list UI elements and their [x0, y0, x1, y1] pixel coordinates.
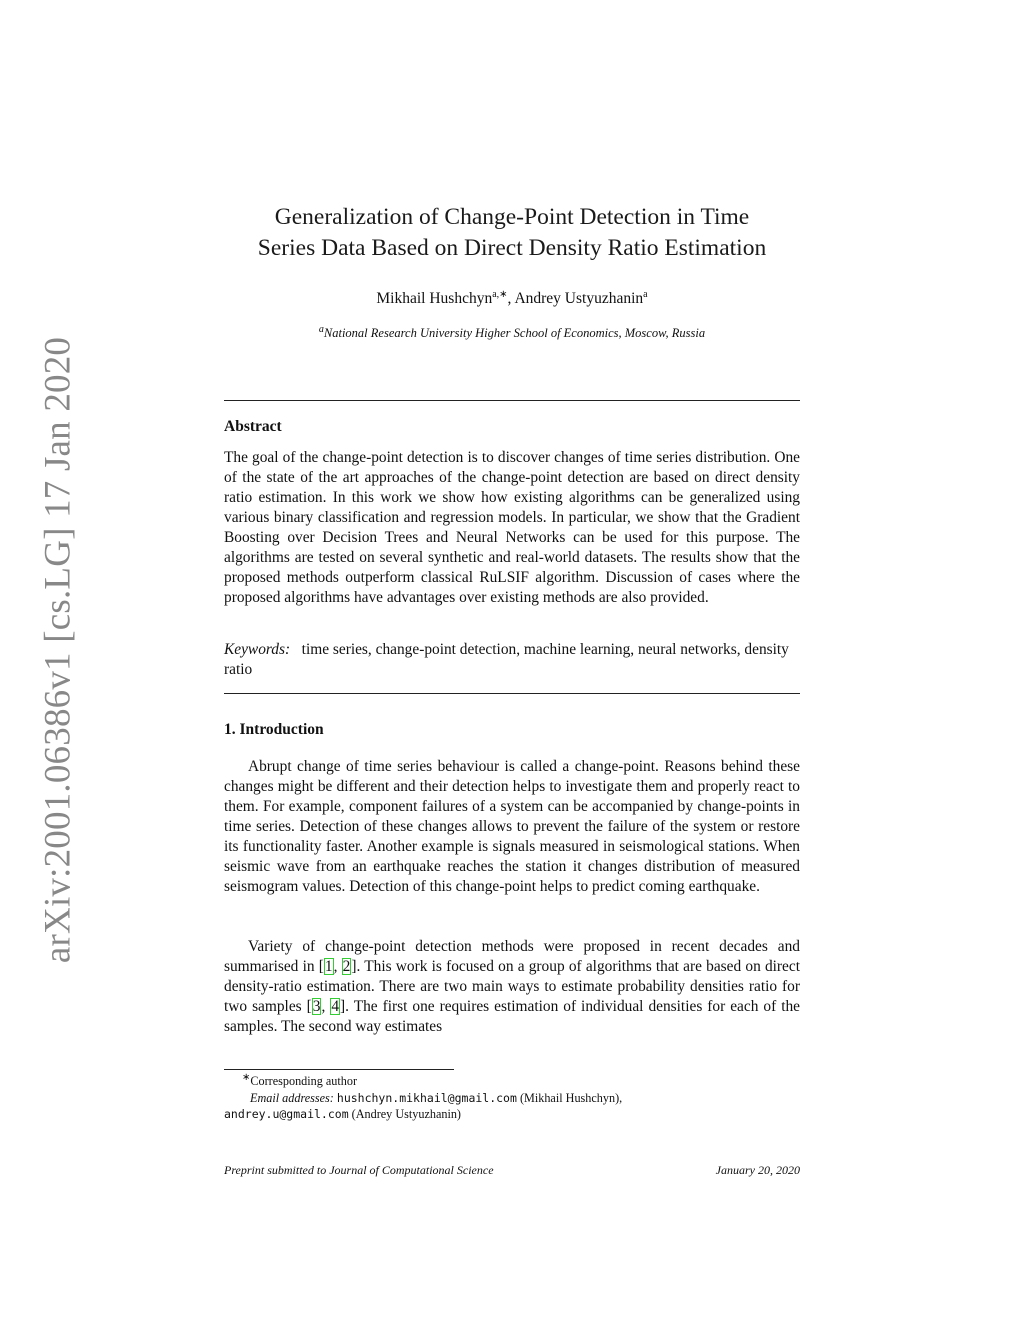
author-name: Mikhail Hushchyn	[376, 290, 493, 307]
footer-journal: Preprint submitted to Journal of Computational Science	[224, 1163, 494, 1177]
citation-link[interactable]: 4	[331, 998, 340, 1015]
email-owner: (Mikhail Hushchyn),	[516, 1090, 623, 1105]
corresponding-footnote	[224, 1073, 800, 1090]
page-footer	[224, 1163, 800, 1178]
email-link[interactable]: andrey.u@gmail.com	[224, 1107, 349, 1121]
footnotes	[224, 1073, 800, 1123]
citation-link[interactable]: 3	[312, 998, 321, 1015]
footer-date: January 20, 2020	[715, 1163, 800, 1177]
abstract-heading: Abstract	[224, 418, 282, 435]
author-list	[200, 290, 824, 308]
intro-paragraph-2	[224, 937, 800, 1037]
email-link[interactable]: hushchyn.mikhail@gmail.com	[336, 1090, 517, 1105]
keywords-label: Keywords:	[224, 641, 291, 658]
keywords-text: time series, change-point detection, machine learning, neural networks, density ratio	[224, 641, 789, 678]
arxiv-sidebar-stamp: arXiv:2001.06386v1 [cs.LG] 17 Jan 2020	[37, 336, 79, 964]
abstract-top-rule	[224, 400, 800, 401]
abstract-text: The goal of the change-point detection is to discover changes of time series distribution. One of the state of the art approaches of the change-point detection are based on direct density ratio estimation. In this work we show how existing algorithms can be generalized using various binary classification and regression models. In particular, we show that the Gradient Boosting over Decision Trees and Neural Networks can be used for this purpose. The algorithms are tested on several synthetic and real-world datasets. The results show that the proposed methods outperform classical RuLSIF algorithm. Discussion of cases where the proposed algorithms have advantages over existing methods are also provided.	[224, 449, 800, 606]
abstract-bottom-rule	[224, 693, 800, 694]
author-marker: a	[643, 288, 648, 300]
section-heading: 1. Introduction	[224, 721, 324, 738]
citation-link[interactable]: 2	[342, 958, 351, 975]
intro-paragraph-1: Abrupt change of time series behaviour is called a change-point. Reasons behind these changes might be different and their detection helps to investigate them and properly react to them. For example, component failures of a system can be accompanied by change-points in time series. Detection of these changes allows to prevent the failure of the system or restore its functionality faster. Another example is signals measured in seismological stations. When seismic wave from an earthquake reaches the station it changes distribution of measured seismogram values. Detection of this change-point helps to predict coming earthquake.	[224, 758, 800, 895]
title-line-1: Generalization of Change-Point Detection in Time	[274, 204, 750, 230]
email-owner: (Andrey Ustyuzhanin)	[348, 1107, 461, 1121]
keywords	[224, 640, 800, 680]
paragraph-text: Variety of change-point detection methods were proposed in recent decades and summarised in [	[224, 938, 800, 975]
footnote-marker: ∗	[242, 1071, 251, 1083]
author-marker: a,∗	[492, 288, 508, 300]
footnote-rule	[224, 1069, 454, 1070]
citation-separator: ,	[321, 998, 331, 1015]
affiliation-text: National Research University Higher School of Economics, Moscow, Russia	[323, 326, 706, 340]
paper-title	[200, 202, 824, 264]
paragraph-text: ]. This work is focused on a group of algorithms that are based on direct density-ratio estimation. There are two main ways to estimate probability densities ratio for two samples [	[224, 958, 801, 1015]
affiliation	[200, 323, 824, 341]
citation-link[interactable]: 1	[324, 958, 333, 975]
citation-separator: ,	[333, 958, 342, 975]
author-separator: ,	[507, 290, 515, 307]
author-name: Andrey Ustyuzhanin	[514, 290, 644, 307]
affiliation-marker: a	[318, 323, 324, 335]
email-footnote	[224, 1090, 800, 1123]
email-label: Email addresses:	[250, 1090, 334, 1105]
paragraph-text: ]. The first one requires estimation of individual densities for each of the samples. The second way estimates	[224, 998, 800, 1035]
footnote-text: Corresponding author	[250, 1074, 358, 1088]
title-line-2: Series Data Based on Direct Density Ratio Estimation	[257, 235, 767, 261]
